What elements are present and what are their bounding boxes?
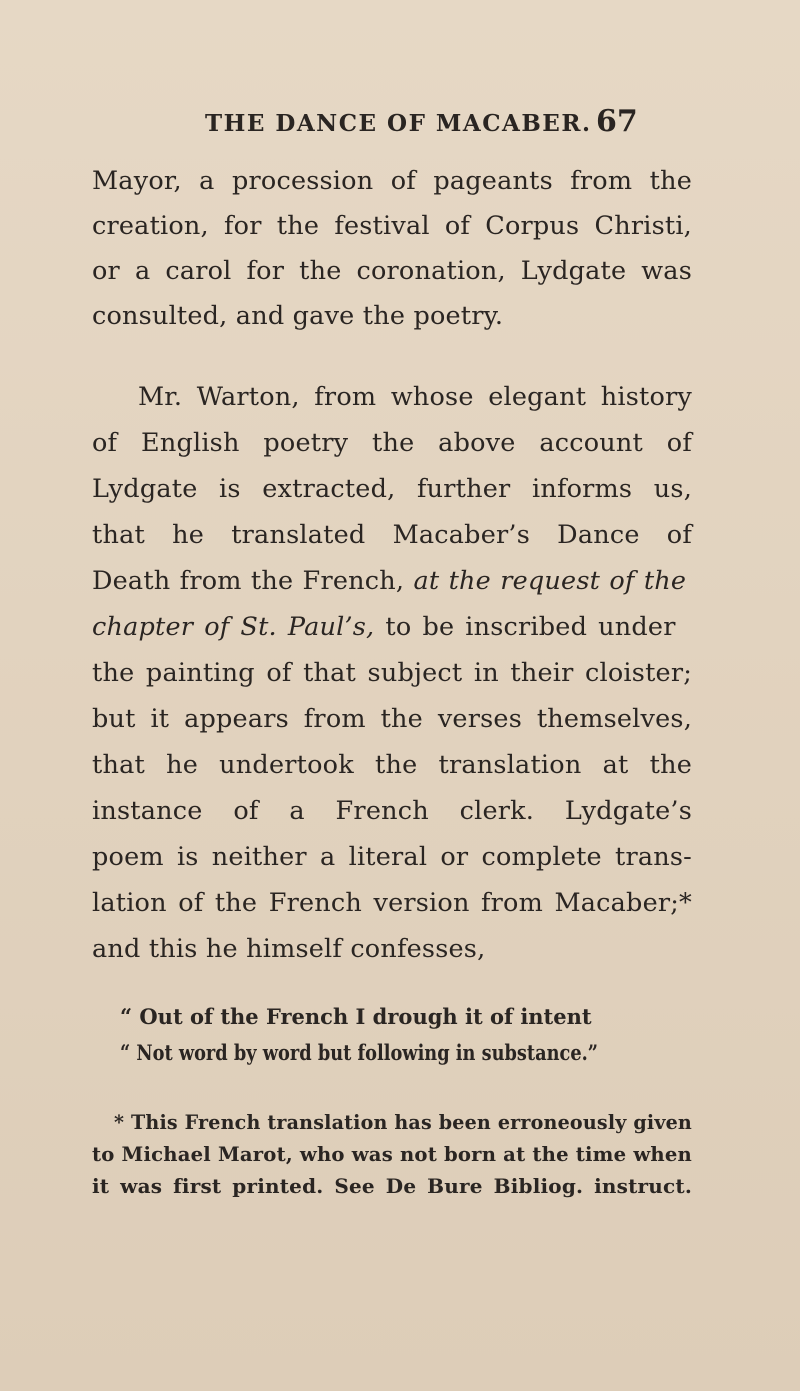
paragraph-2-line-10: instance of a French clerk. Lydgate’s	[92, 796, 692, 826]
paragraph-1-line-2: creation, for the festival of Corpus Christi,	[92, 211, 692, 241]
paragraph-2-line-5-roman: Death from the French,	[92, 566, 414, 596]
paragraph-2-line-7: the painting of that subject in their cloister;	[92, 658, 692, 688]
paragraph-2-line-8: but it appears from the verses themselves,	[92, 704, 692, 734]
paragraph-2-line-6-italic: chapter of St. Paul’s,	[92, 612, 375, 642]
paragraph-2-line-13: and this he himself confesses,	[92, 934, 486, 964]
footnote-line-1: * This French translation has been erroneously given	[114, 1110, 692, 1134]
paragraph-2-line-6-roman: to be inscribed under	[374, 612, 676, 642]
running-title: THE DANCE OF MACABER.	[205, 110, 592, 137]
paragraph-1-line-3: or a carol for the coronation, Lydgate was	[92, 256, 692, 286]
paragraph-2-line-12: lation of the French version from Macaber;*	[92, 888, 692, 918]
paragraph-2-line-2: of English poetry the above account of	[92, 428, 692, 458]
paragraph-1-line-1: Mayor, a procession of pageants from the	[92, 166, 692, 196]
paragraph-2-line-11: poem is neither a literal or complete trans-	[92, 842, 692, 872]
footnote-line-2: to Michael Marot, who was not born at the time when	[92, 1142, 692, 1166]
paragraph-2-line-6	[92, 612, 676, 642]
page-number: 67	[596, 104, 638, 139]
paragraph-1-line-4: consulted, and gave the poetry.	[92, 301, 504, 331]
footnote-line-3: it was first printed. See De Bure Bibliog. instruct.	[92, 1174, 692, 1198]
paragraph-2-line-5-italic: at the request of the	[413, 566, 687, 596]
paragraph-2-line-4: that he translated Macaber’s Dance of	[92, 520, 692, 550]
paragraph-2-line-3: Lydgate is extracted, further informs us,	[92, 474, 692, 504]
quote-line-1: “ Out of the French I drough it of intent	[120, 1004, 592, 1029]
paragraph-2-line-5	[92, 566, 686, 596]
running-head	[0, 104, 800, 144]
quote-line-2: “ Not word by word but following in substance.”	[120, 1040, 598, 1065]
paragraph-2-line-1: Mr. Warton, from whose elegant history	[138, 382, 692, 412]
paragraph-2-line-9: that he undertook the translation at the	[92, 750, 692, 780]
